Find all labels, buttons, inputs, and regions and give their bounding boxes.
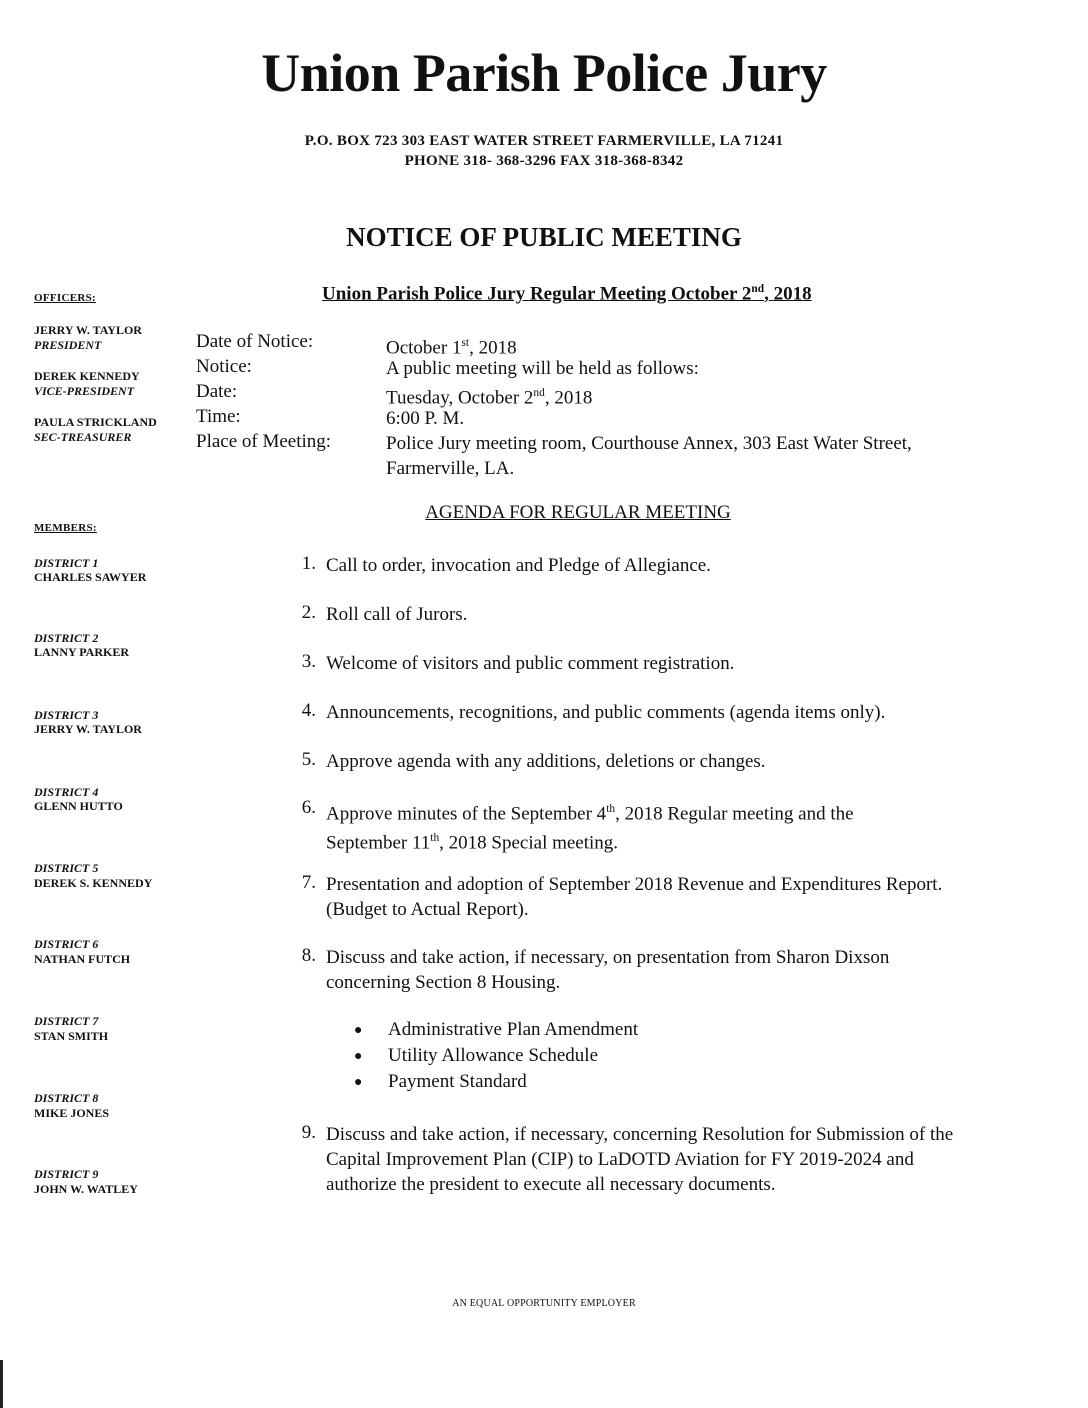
info-label-date: Date: — [196, 381, 238, 402]
organization-title: Union Parish Police Jury — [261, 43, 827, 103]
member-name: LANNY PARKER — [34, 645, 129, 659]
member-district: DISTRICT 3 — [34, 708, 99, 722]
scan-edge-mark — [0, 1360, 3, 1408]
members-heading: MEMBERS: — [34, 522, 97, 534]
agenda-item-number: 9. — [301, 1122, 316, 1143]
agenda-item-text: Call to order, invocation and Pledge of Allegiance. — [326, 555, 711, 576]
info-label-date-of-notice: Date of Notice: — [196, 331, 314, 352]
bullet-item: Payment Standard — [388, 1071, 527, 1092]
meeting-title: Union Parish Police Jury Regular Meeting October 2nd, 2018 — [322, 283, 812, 305]
info-value-notice: A public meeting will be held as follows: — [386, 358, 699, 379]
officer-name: PAULA STRICKLAND — [34, 415, 157, 429]
officer-name: JERRY W. TAYLOR — [34, 323, 142, 337]
notice-title: NOTICE OF PUBLIC MEETING — [346, 222, 742, 252]
agenda-item-number: 7. — [301, 872, 316, 893]
bullet-item: Utility Allowance Schedule — [388, 1045, 599, 1066]
footer-text: AN EQUAL OPPORTUNITY EMPLOYER — [452, 1298, 636, 1309]
officer-role: VICE-PRESIDENT — [34, 384, 135, 398]
member-name: DEREK S. KENNEDY — [34, 876, 153, 890]
member-name: NATHAN FUTCH — [34, 952, 131, 966]
member-district: DISTRICT 9 — [34, 1167, 99, 1181]
agenda-item-text: Welcome of visitors and public comment registration. — [326, 653, 735, 674]
agenda-item-number: 1. — [301, 553, 316, 574]
agenda-heading: AGENDA FOR REGULAR MEETING — [425, 502, 731, 523]
agenda-item-text: Approve agenda with any additions, deletions or changes. — [326, 751, 766, 772]
member-name: GLENN HUTTO — [34, 799, 123, 813]
member-district: DISTRICT 6 — [34, 937, 99, 951]
bullet-item: Administrative Plan Amendment — [388, 1019, 639, 1040]
member-name: JOHN W. WATLEY — [34, 1182, 138, 1196]
agenda-item-text: Discuss and take action, if necessary, concerning Resolution for Submission of the Capital Improvement Plan (CIP) to LaDOTD Aviation for FY 2019-2024 and authorize the president to execute all necessary documents. — [326, 1124, 954, 1195]
agenda-item-number: 3. — [301, 651, 316, 672]
officer-role: SEC-TREASURER — [34, 430, 132, 444]
agenda-item-number: 2. — [301, 602, 316, 623]
agenda-item-text: Roll call of Jurors. — [326, 604, 468, 625]
member-district: DISTRICT 1 — [34, 556, 99, 570]
member-name: CHARLES SAWYER — [34, 570, 147, 584]
member-name: STAN SMITH — [34, 1029, 109, 1043]
agenda-item-number: 8. — [301, 945, 316, 966]
agenda-item-text: Approve minutes of the September 4th, 2018 Regular meeting and the September 11th, 2018 Special meeting. — [326, 803, 854, 854]
info-value-date-of-notice: October 1st, 2018 — [386, 337, 517, 359]
info-label-place: Place of Meeting: — [196, 431, 332, 452]
bullet-dot-icon: ● — [354, 1075, 363, 1090]
agenda-item-text: Announcements, recognitions, and public comments (agenda items only). — [326, 702, 886, 723]
agenda-item-number: 5. — [301, 749, 316, 770]
officers-heading: OFFICERS: — [34, 292, 96, 304]
bullet-dot-icon: ● — [354, 1049, 363, 1064]
officer-name: DEREK KENNEDY — [34, 369, 140, 383]
agenda-item-number: 4. — [301, 700, 316, 721]
officer-role: PRESIDENT — [34, 338, 102, 352]
info-label-time: Time: — [196, 406, 241, 427]
address-line-2: PHONE 318- 368-3296 FAX 318-368-8342 — [404, 153, 684, 169]
member-district: DISTRICT 7 — [34, 1014, 99, 1028]
info-value-time: 6:00 P. M. — [386, 408, 465, 429]
address-line-1: P.O. BOX 723 303 EAST WATER STREET FARMERVILLE, LA 71241 — [304, 133, 784, 149]
member-name: MIKE JONES — [34, 1106, 110, 1120]
agenda-item-text: Discuss and take action, if necessary, on presentation from Sharon Dixson concerning Section 8 Housing. — [326, 947, 890, 993]
info-value-place: Police Jury meeting room, Courthouse Annex, 303 East Water Street, Farmerville, LA. — [386, 433, 912, 479]
agenda-item-text: Presentation and adoption of September 2018 Revenue and Expenditures Report. (Budget to Actual Report). — [326, 874, 943, 920]
bullet-dot-icon: ● — [354, 1023, 363, 1038]
member-district: DISTRICT 4 — [34, 785, 99, 799]
member-name: JERRY W. TAYLOR — [34, 722, 142, 736]
agenda-item-number: 6. — [301, 797, 316, 818]
member-district: DISTRICT 8 — [34, 1091, 99, 1105]
member-district: DISTRICT 5 — [34, 861, 99, 875]
info-label-notice: Notice: — [196, 356, 252, 377]
member-district: DISTRICT 2 — [34, 631, 99, 645]
info-value-date: Tuesday, October 2nd, 2018 — [386, 387, 593, 409]
